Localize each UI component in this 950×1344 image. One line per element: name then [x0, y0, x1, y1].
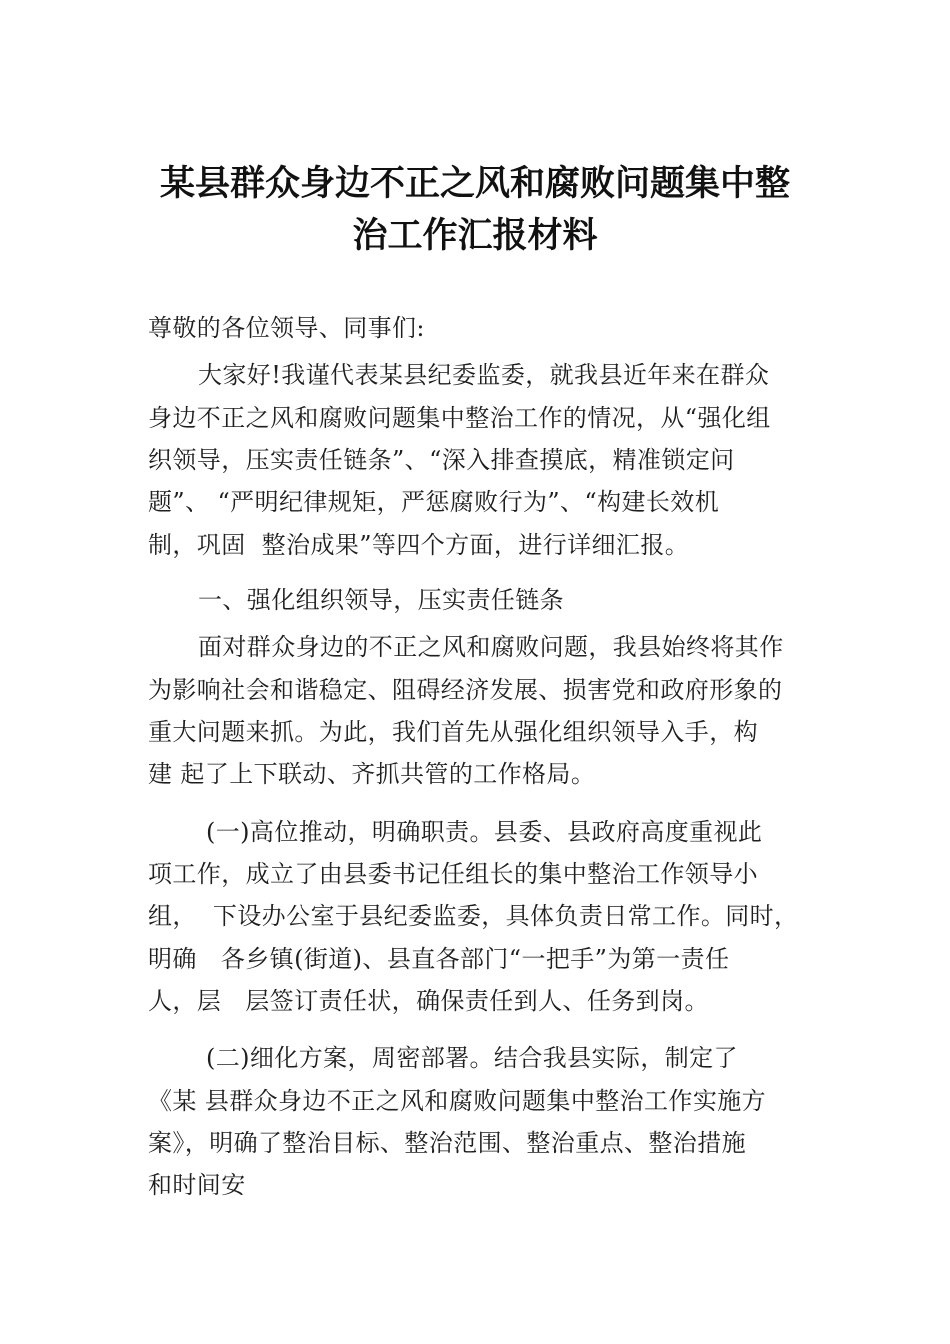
item-2-line-3: 案》，明确了整治目标、整治范围、整治重点、整治措施 [148, 1129, 746, 1157]
item-1-line-2: 项工作，成立了由县委书记任组长的集中整治工作领导小 [148, 860, 758, 888]
intro-line-1: 大家好!我谨代表某县纪委监委，就我县近年来在群众 [198, 361, 770, 389]
section-1-line-3: 重大问题来抓。为此，我们首先从强化组织领导入手，构 [148, 718, 758, 746]
intro-line-3: 织领导，压实责任链条”、“深入排查摸底，精准锁定问 [148, 446, 735, 474]
intro-line-4: 题”、 “严明纪律规矩，严惩腐败行为”、“构建长效机 [148, 488, 720, 516]
item-1-line-1: (一)高位推动，明确职责。县委、县政府高度重视此 [206, 818, 763, 846]
document-title-line-2: 治工作汇报材料 [352, 216, 598, 256]
item-1-line-3: 组， 下设办公室于县纪委监委，具体负责日常工作。同时， [148, 902, 799, 930]
document-title-line-1: 某县群众身边不正之风和腐败问题集中整 [159, 164, 790, 204]
salutation: 尊敬的各位领导、同事们: [148, 314, 425, 342]
section-1-heading: 一、强化组织领导，压实责任链条 [198, 586, 564, 614]
item-2-line-4: 和时间安 [148, 1171, 246, 1199]
section-1-line-1: 面对群众身边的不正之风和腐败问题，我县始终将其作 [198, 633, 784, 661]
intro-line-2: 身边不正之风和腐败问题集中整治工作的情况，从“强化组 [148, 404, 771, 432]
item-2-line-1: (二)细化方案，周密部署。结合我县实际，制定了 [206, 1044, 738, 1072]
item-2-line-2: 《某 县群众身边不正之风和腐败问题集中整治工作实施方 [148, 1087, 767, 1115]
item-1-line-5: 人，层 层签订责任状，确保责任到人、任务到岗。 [148, 987, 709, 1015]
intro-line-5: 制，巩固 整治成果”等四个方面，进行详细汇报。 [148, 531, 690, 559]
section-1-line-2: 为影响社会和谐稳定、阻碍经济发展、损害党和政府形象的 [148, 676, 783, 704]
item-1-line-4: 明确 各乡镇(街道)、县直各部门“一把手”为第一责任 [148, 945, 730, 973]
section-1-line-4: 建 起了上下联动、齐抓共管的工作格局。 [148, 760, 596, 788]
